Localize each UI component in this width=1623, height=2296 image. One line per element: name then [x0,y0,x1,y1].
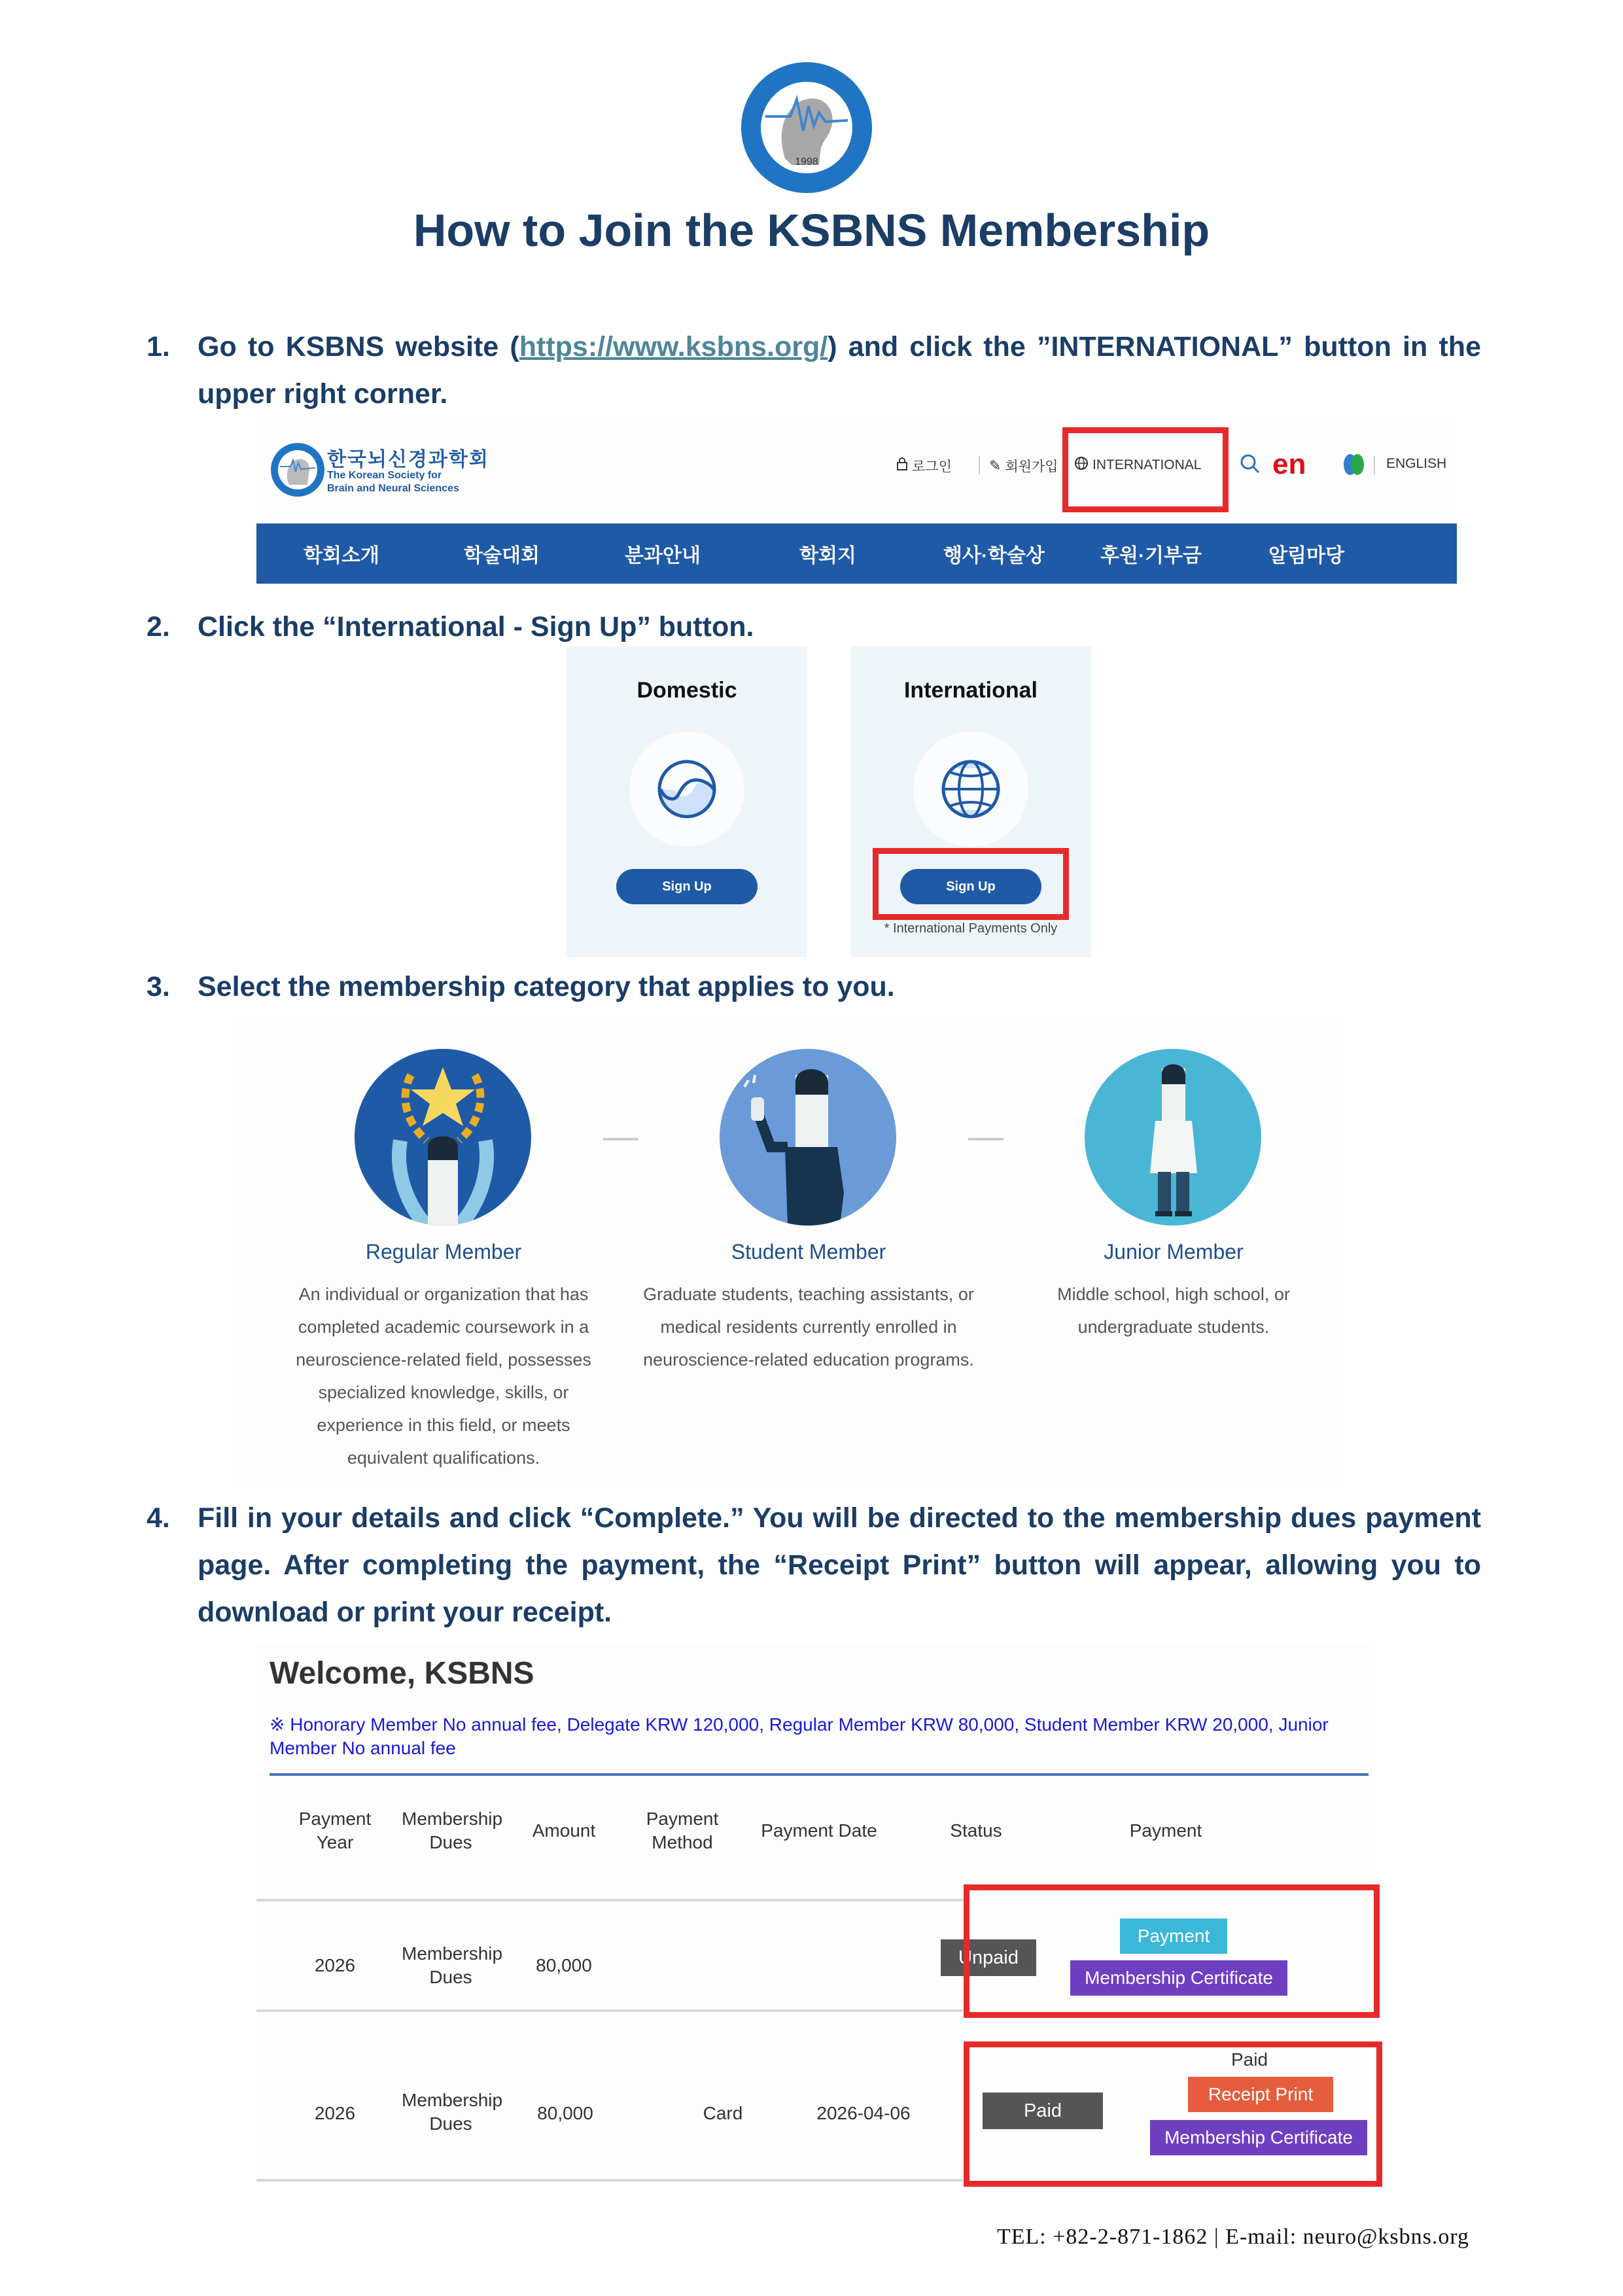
international-card [850,646,1091,957]
col-payment: Payment [1129,1820,1202,1841]
step-1-text-before: Go to KSBNS website ( [198,331,519,362]
site-brand-english [327,469,459,495]
row-divider [256,1899,963,1901]
cell-dues-line: Membership [402,1943,503,1964]
contact-footer: TEL: +82-2-871-1862 | E-mail: neuro@ksbns.org [997,2225,1470,2249]
card-title: Domestic [637,678,737,703]
page-title: How to Join the KSBNS Membership [413,205,1210,256]
nav-item-conference[interactable]: 학술대회 [464,545,540,567]
english-label: ENGLISH [1386,456,1447,471]
site-brand-english-line1: The Korean Society for [327,470,442,481]
regular-member-icon[interactable] [355,1049,531,1226]
student-member-description [625,1278,992,1376]
cell-amount: 80,000 [537,2103,593,2123]
pencil-icon: ✎ [989,457,1002,474]
step-text: Fill in your details and click “Complete.” You will be directed to the membership dues payment page. After completing the payment, the “Receipt Print” button will appear, allowing you to download or print your receipt. [198,1502,1481,1628]
student-member-title: Student Member [731,1240,886,1263]
col-status: Status [950,1820,1002,1841]
nav-item-sponsorship[interactable]: 후원·기부금 [1100,545,1202,567]
desc-line: An individual or organization that has [298,1284,589,1304]
junior-member-icon[interactable] [1085,1049,1261,1226]
col-label: Year [316,1832,354,1852]
step-number: 2. [147,611,170,643]
paid-label: Paid [1230,2049,1268,2070]
student-member-icon[interactable] [720,1049,896,1226]
taegeuk-icon [657,759,717,822]
search-icon [1240,453,1261,478]
domestic-card [567,646,807,957]
nav-item-journal[interactable]: 학회지 [799,545,856,567]
lock-icon [896,457,908,475]
highlight-unpaid-row [964,1884,1380,2018]
globe-icon [941,759,1001,822]
desc-line: experience in this field, or meets [317,1415,570,1435]
cell-dues-line: Membership [402,2090,503,2110]
step-number: 3. [147,971,170,1002]
row-divider [256,2009,963,2012]
membership-categories [233,1016,1345,1482]
util-divider [1374,456,1375,474]
util-divider [979,456,980,474]
step-4 [147,1494,1481,1636]
nav-item-divisions[interactable]: 분과안내 [625,545,701,567]
step-1-text-after: ) and click the ”INTERNATIONAL” button in the upper right corner. [198,331,1481,410]
col-amount: Amount [532,1820,596,1841]
desc-line: undergraduate students. [1077,1317,1270,1337]
website-header-screenshot [256,422,1457,586]
cell-year: 2026 [314,2103,356,2123]
cell-dues [402,1942,503,1989]
welcome-heading: Welcome, KSBNS [270,1656,534,1691]
signup-label: 회원가입 [1005,459,1058,474]
row-divider [256,2179,963,2181]
col-payment-method [640,1807,725,1854]
cell-dues-line: Dues [429,1967,472,1987]
step-number: 1. [147,331,170,362]
site-brand-english-line2: Brain and Neural Sciences [327,483,459,494]
col-membership-dues [402,1807,503,1854]
desc-line: Graduate students, teaching assistants, or [643,1284,974,1304]
cell-date: 2026-04-06 [816,2103,911,2123]
col-payment-date: Payment Date [761,1820,877,1841]
signup-link[interactable] [989,456,1058,476]
highlight-international-signup [873,848,1069,920]
category-divider [603,1138,638,1140]
card-title: International [903,678,1038,703]
cell-method: Card [703,2103,743,2123]
logo-year: 1998 [795,156,818,168]
payment-button[interactable]: Payment [1120,1918,1227,1954]
step-text: Select the membership category that applies to you. [198,971,895,1002]
domestic-sign-up-button[interactable]: Sign Up [616,869,758,904]
card-icon-circle [913,732,1028,847]
site-logo-icon [270,442,326,498]
desc-line: Middle school, high school, or [1057,1284,1290,1304]
cell-dues-line: Dues [429,2113,472,2134]
col-label: Method [652,1832,713,1852]
login-label: 로그인 [912,459,952,474]
col-label: Payment [646,1809,719,1829]
status-badge-unpaid: Unpaid [941,1939,1036,1976]
language-code[interactable]: en [1272,448,1306,480]
col-payment-year [296,1807,374,1854]
search-button[interactable] [1240,453,1261,478]
cell-year: 2026 [314,1955,356,1975]
membership-certificate-button[interactable]: Membership Certificate [1150,2120,1367,2155]
international-sign-up-button[interactable]: Sign Up [900,869,1041,904]
junior-member-description [990,1278,1357,1343]
highlight-international [1062,427,1229,512]
english-link[interactable] [1386,456,1446,472]
regular-member-description [260,1278,627,1474]
step-2 [147,603,1481,650]
cell-dues [402,2089,503,2136]
step-text: Click the “International - Sign Up” button. [198,611,754,643]
header-divider [270,1773,1369,1776]
cell-amount: 80,000 [536,1955,592,1975]
step-1 [147,323,1481,417]
international-label: INTERNATIONAL [1092,457,1202,472]
step-3 [147,963,1481,1010]
desc-line: equivalent qualifications. [347,1448,540,1468]
col-label: Payment [298,1809,372,1829]
desc-line: specialized knowledge, skills, or [318,1383,569,1402]
step-number: 4. [147,1502,170,1534]
nav-item-notices[interactable]: 알림마당 [1268,545,1344,567]
desc-line: neuroscience-related education programs. [643,1350,974,1369]
site-brand-korean: 한국뇌신경과학회 [327,449,489,470]
brain-icon [1342,452,1365,477]
junior-member-title: Junior Member [1104,1240,1244,1263]
desc-line: completed academic coursework in a [298,1317,589,1337]
status-badge-paid: Paid [983,2093,1103,2129]
ksbns-logo [739,60,874,195]
col-label: Dues [429,1832,472,1852]
nav-item-events-awards[interactable]: 행사·학술상 [943,545,1045,567]
login-link[interactable] [896,456,952,476]
regular-member-title: Regular Member [365,1240,522,1263]
desc-line: medical residents currently enrolled in [660,1317,957,1337]
step-text [198,323,1481,417]
main-nav [256,523,1457,584]
col-label: Membership [402,1809,503,1829]
card-icon-circle [629,732,744,847]
fee-notice: ※ Honorary Member No annual fee, Delegate KRW 120,000, Regular Member KRW 80,000, Student Member KRW 20,000, Junior Member No annual fee [270,1714,1329,1758]
ksbns-website-link[interactable]: https://www.ksbns.org/ [519,331,828,362]
nav-item-about[interactable]: 학회소개 [304,545,379,567]
desc-line: neuroscience-related field, possesses [296,1350,591,1369]
membership-certificate-button[interactable]: Membership Certificate [1070,1960,1287,1996]
category-divider [968,1138,1003,1140]
receipt-print-button[interactable]: Receipt Print [1188,2077,1333,2112]
international-payments-note: * International Payments Only [884,921,1058,936]
